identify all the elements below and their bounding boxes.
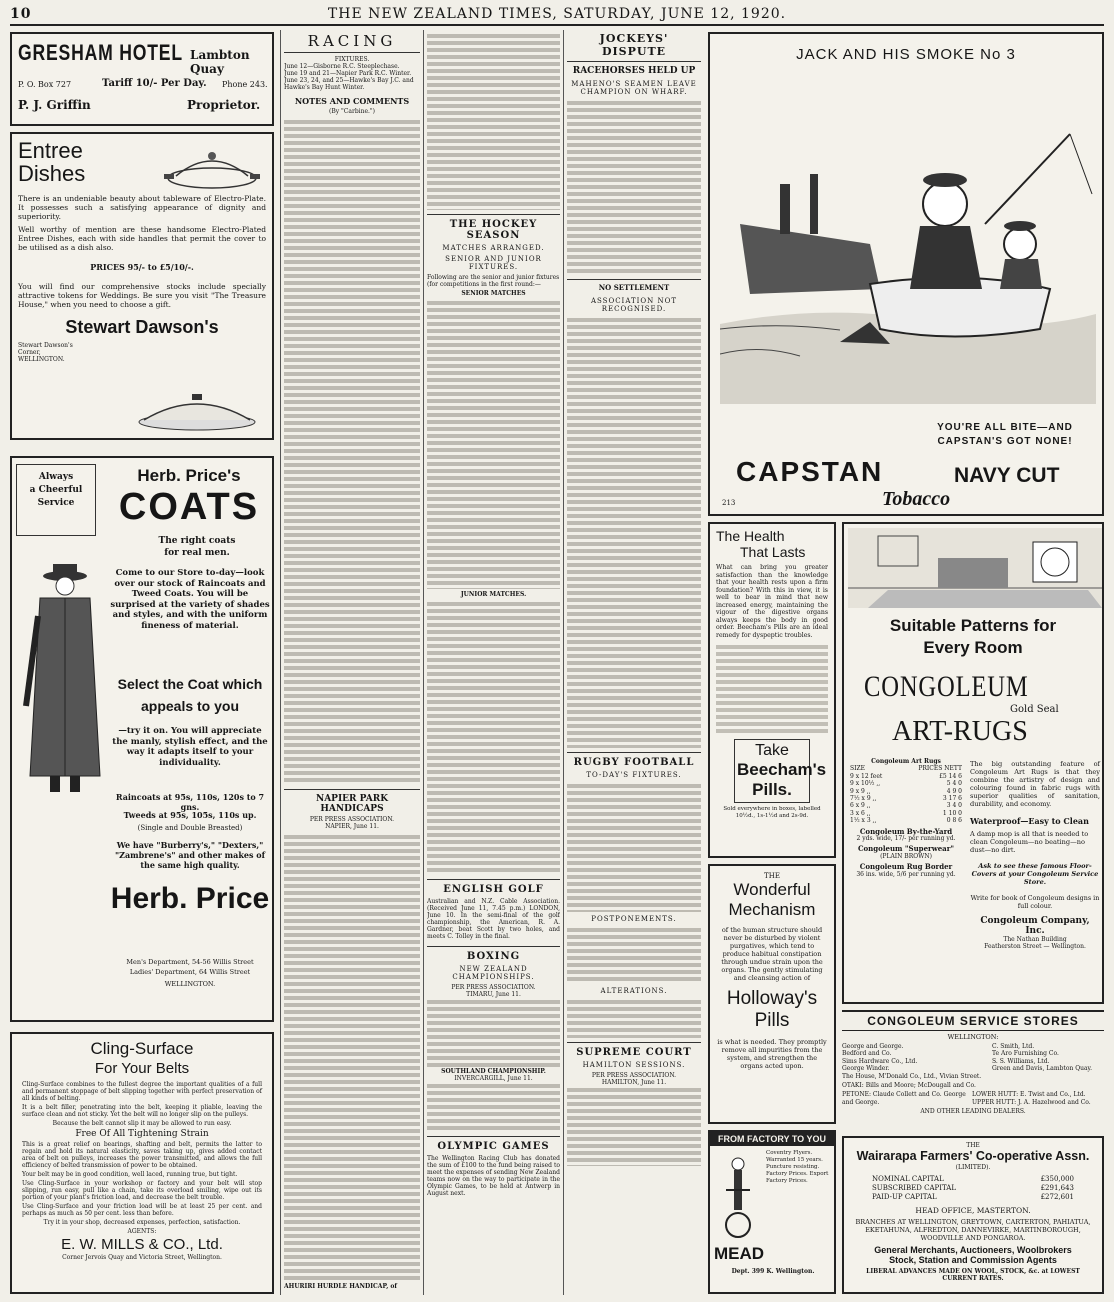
cling-title: Cling-Surface — [90, 1039, 194, 1058]
navy-cut: NAVY CUT — [954, 464, 1060, 487]
sports-column — [427, 32, 560, 1294]
cling-paragraph: Use Cling-Surface and your friction load will be at least 25 per cent. and perhaps as much as 50 per cent. less than before. — [22, 1203, 262, 1217]
racing-heading: RACING — [284, 32, 420, 53]
store: Green and Davis, Lambton Quay. — [992, 1065, 1093, 1073]
by-the-yard: Congoleum By-the-Yard — [859, 826, 953, 836]
entree-dishes-ad — [10, 132, 274, 440]
store: George Winder. — [842, 1065, 890, 1073]
cling-surface-ad — [10, 1032, 274, 1294]
store: George and George. — [842, 1043, 904, 1050]
herb-price-name: Herb. Price — [110, 882, 270, 915]
cling-paragraph: Cling-Surface combines to the fullest degree the important qualities of a full and permanent stoppage of belt slipping together with perfect preservation of all kinds of belting. — [22, 1081, 262, 1102]
dateline: TIMARU, June 11. — [466, 991, 521, 998]
capital-label: NOMINAL CAPITAL — [872, 1175, 944, 1183]
golf-heading: ENGLISH GOLF — [427, 879, 560, 895]
agents-label: AGENTS: — [127, 1228, 157, 1235]
congoleum-company: Congoleum Company, Inc. — [980, 916, 1090, 936]
senior-label: SENIOR MATCHES — [461, 290, 526, 297]
price-header: PRICES NETT — [918, 765, 962, 773]
tobacco: Tobacco — [882, 488, 951, 510]
hotel-location: Lambton Quay — [190, 48, 250, 76]
damp-text: A damp mop is all that is needed to clean Congoleum—no beating—no dust—no dirt. — [970, 830, 1089, 854]
mead-bicycles-ad — [708, 1130, 836, 1294]
dept: Ladies' Department, 64 Willis Street — [129, 968, 251, 976]
beecham-title: The Health — [716, 528, 785, 544]
maheno-sub: MAHENO'S SEAMEN LEAVE CHAMPION ON WHARF. — [571, 80, 697, 96]
store: The House, M'Donald Co., Ltd., Vivian Street. — [842, 1072, 982, 1080]
branches: BRANCHES AT WELLINGTON, GREYTOWN, CARTERTON, PAHIATUA, EKETAHUNA, ALFREDTON, DANNEVIRKE, MARTINBOROUGH, WOODVILLE AND PONGAROA. — [855, 1218, 1091, 1242]
plain-brown: (PLAIN BROWN) — [880, 852, 932, 860]
congoleum-copy — [970, 760, 1100, 950]
proprietor-role: Proprietor. — [187, 98, 261, 112]
stores-city: WELLINGTON: — [947, 1033, 999, 1041]
invite-text: Come to our Store to-day—look over our stock of Raincoats and Tweed Coats. You will be surprised at the variety of shades and styles, and with the uniform fineness of material. — [110, 568, 270, 631]
cartoon-caption: YOU'RE ALL BITE—AND — [937, 422, 1073, 433]
court-heading: SUPREME COURT — [567, 1042, 701, 1058]
press-assoc: PER PRESS ASSOCIATION. — [451, 984, 536, 991]
rug-price: 3 4 0 — [946, 802, 962, 810]
rug-size: 9 x 10½ ,, — [850, 780, 881, 788]
holloways-ad — [708, 864, 836, 1124]
herb-price-header: Herb. Price's — [137, 466, 241, 485]
head-office: HEAD OFFICE, MASTERTON. — [915, 1206, 1031, 1215]
mead-dept: Dept. 399 K. Wellington. — [731, 1268, 815, 1275]
rug-size: 9 x 12 feet — [850, 772, 883, 780]
general-merchants: General Merchants, Auctioneers, Woolbrokers — [874, 1245, 1072, 1255]
beecham-pills: Pills. — [752, 780, 792, 799]
yard-price: 2 yds. wide, 17/- per running yd. — [856, 835, 956, 843]
rug-price: 5 4 0 — [946, 780, 962, 788]
art-rugs: ART-RUGS — [892, 716, 1028, 747]
tweed-prices: Tweeds at 95s, 105s, 110s up. — [123, 810, 257, 820]
olympic-text: The Wellington Racing Club has donated the sum of £100 to the fund being raised to meet the expenses of sending New Zealand teams now on the way to participate in the Olympic Games, to be held at Antwerp in August next. — [427, 1155, 560, 1197]
boxing-text — [427, 998, 560, 1068]
mills-address: Corner Jervois Quay and Victoria Street, Wellington. — [62, 1254, 222, 1261]
dept: Men's Department, 54-56 Willis Street — [126, 958, 254, 966]
alterations-text — [567, 998, 701, 1038]
feature-text: The big outstanding feature of Congoleum Art Rugs is that they combine the artistry of design and colouring found in fabric rugs with superior qualities of sanitation, durability, and economy. — [970, 760, 1100, 808]
junior-fixtures — [427, 600, 560, 875]
boxing-heading: BOXING — [427, 946, 560, 962]
congoleum-head: Every Room — [923, 638, 1023, 657]
beecham-text: What can bring you greater satisfaction than the knowledge that your health rests upon a firm foundation? With this in view, it is well to bear in mind that new increased energy, maintaining the vigour of the digestive organs always keeps the body in good order. Beecham's Pills are an ideal remedy for dyspeptic troubles. — [716, 564, 828, 639]
press-assoc: PER PRESS ASSOCIATION. — [309, 816, 395, 823]
other-dealers: AND OTHER LEADING DEALERS. — [920, 1108, 1026, 1116]
news-column — [567, 32, 701, 1294]
cling-paragraph: Your belt may be in good condition, well laced, running true, but tight. — [22, 1171, 238, 1178]
border-price: 36 ins. wide, 5/6 per running yd. — [856, 870, 956, 878]
room-illustration — [848, 528, 1102, 608]
right-coats: for real men. — [164, 548, 230, 558]
court-text — [567, 1086, 701, 1166]
building: The Nathan Building — [1003, 936, 1067, 943]
holloway-tail: is what is needed. They promptly remove all impurities from the system, and strengthen the organs acted upon. — [717, 1038, 827, 1070]
store: Te Aro Furnishing Co. — [992, 1050, 1059, 1058]
rug-table-title: Congoleum Art Rugs — [871, 758, 941, 765]
senior-fixtures — [427, 299, 560, 589]
wairarapa-farmers-ad — [842, 1136, 1104, 1294]
ask-text: Ask to see these famous Floor-Covers at your Congoleum Service Store. — [971, 862, 1099, 886]
write-text: Write for book of Congoleum designs in full colour. — [970, 894, 1100, 910]
junior-label: JUNIOR MATCHES. — [460, 591, 527, 598]
cartoon-caption: CAPSTAN'S GOT NONE! — [937, 436, 1073, 447]
dateline: HAMILTON, June 11. — [601, 1079, 667, 1086]
fixture: June 19 and 21—Napier Park R.C. Winter. — [284, 70, 412, 77]
raincoat-prices: Raincoats at 95s, 110s, 120s to 7 gns. — [115, 792, 265, 812]
rug-price: 3 17 6 — [942, 795, 962, 803]
settlement-text — [567, 316, 701, 748]
entree-prices: PRICES 95/- to £5/10/-. — [90, 262, 194, 272]
select-coat: appeals to you — [140, 698, 240, 714]
dateline: NAPIER, June 11. — [325, 823, 379, 830]
alterations: ALTERATIONS. — [600, 987, 668, 995]
right-coats: The right coats — [158, 536, 236, 546]
column-rule — [423, 30, 424, 1295]
fixtures-label: FIXTURES. — [334, 56, 370, 63]
stock-agents: Stock, Station and Commission Agents — [889, 1255, 1057, 1265]
cling-paragraph: Use Cling-Surface in your workshop or factory and your belt will stop slipping, run easy, pull like a chain, take its overload smiling, wipe out its portion of your plant's friction load, and decrease the belt trouble. — [22, 1180, 262, 1201]
holloway-title: Mechanism — [728, 900, 816, 919]
hockey-intro: Following are the senior and junior fixtures (for competitions in the first round:— — [427, 274, 560, 288]
southland-text — [427, 1082, 560, 1132]
city: WELLINGTON. — [164, 980, 216, 988]
entree-title-2: Dishes — [18, 161, 86, 186]
congoleum-head: Suitable Patterns for — [889, 616, 1057, 635]
racehorses-sub: RACEHORSES HELD UP — [572, 66, 696, 76]
rugby-heading: RUGBY FOOTBALL — [567, 752, 701, 768]
size-header: SIZE — [850, 765, 866, 773]
jockeys-text — [567, 99, 701, 274]
tweed-note: (Single and Double Breasted) — [137, 824, 243, 832]
po-box: P. O. Box 727 — [18, 80, 72, 89]
congoleum-brand: CONGOLEUM — [864, 670, 1029, 703]
take-label: Take — [755, 742, 789, 759]
wairarapa-name: Wairarapa Farmers' Co-operative Assn. — [856, 1149, 1090, 1163]
try-text: —try it on. You will appreciate the manly, stylish effect, and the way it adapts itself to your individuality. — [112, 726, 268, 768]
assoc-not: ASSOCIATION NOT RECOGNISED. — [590, 297, 678, 313]
hamilton-sessions: HAMILTON SESSIONS. — [582, 1061, 686, 1069]
tagline: Service — [37, 498, 75, 508]
otaki-stores: OTAKI: Bills and Moore; McDougall and Co. — [842, 1082, 976, 1090]
entree-dish-illustration — [162, 144, 262, 192]
boxing-sub: NEW ZEALAND CHAMPIONSHIPS. — [452, 965, 535, 981]
southland-heading: SOUTHLAND CHAMPIONSHIP. — [441, 1068, 546, 1075]
rugby-fixtures: TO-DAY'S FIXTURES. — [586, 771, 682, 779]
cling-paragraph: This is a great relief on bearings, shafting and belt, permits the latter to regain and hold its natural elasticity, saves taking up, gives added contact area of belt on pulleys, increases the power transmitted, and allows the full efficiency of belted transmission of power to be obtained. — [22, 1141, 262, 1169]
dish-illustration — [132, 392, 262, 432]
hotel-name: GRESHAM HOTEL — [18, 40, 183, 65]
superwear: Congoleum "Superwear" — [857, 844, 955, 854]
holloway-title: Wonderful — [733, 880, 811, 899]
cartoon-illustration — [720, 74, 1096, 404]
postponements: POSTPONEMENTS. — [591, 915, 677, 923]
racing-column — [284, 32, 420, 1294]
napier-heading: NAPIER PARK HANDICAPS — [284, 789, 420, 814]
beecham-brand: Beecham's — [737, 760, 827, 779]
select-coat: Select the Coat which — [117, 676, 263, 692]
rug-size: 1½ x 3 ,, — [850, 817, 877, 825]
gresham-hotel-ad — [10, 32, 274, 126]
brand-sub: Corner, — [18, 349, 41, 356]
notes-heading: NOTES AND COMMENTS — [294, 96, 410, 106]
store: C. Smith, Ltd. — [992, 1043, 1035, 1050]
congoleum-ad — [842, 522, 1104, 1004]
ahuriri-hurdle: AHURIRI HURDLE HANDICAP, of — [284, 1283, 397, 1290]
hockey-sub: SENIOR AND JUNIOR FIXTURES. — [445, 255, 542, 271]
rug-price: 1 10 0 — [942, 809, 962, 817]
rug-border: Congoleum Rug Border — [859, 862, 953, 872]
hutt-stores: LOWER HUTT: E. Twist and Co., Ltd. UPPER HUTT: J. A. Hazelwood and Co. — [972, 1091, 1091, 1106]
brand-sub: Stewart Dawson's — [18, 342, 73, 349]
petone-stores: PETONE: Claude Collett and Co. George and George. — [842, 1091, 966, 1106]
beecham-sold: Sold everywhere in boxes, labelled 10½d., 1s-1½d and 2s-9d. — [723, 806, 821, 819]
factory-banner: FROM FACTORY TO YOU — [710, 1132, 834, 1146]
capstan-tobacco-ad — [708, 32, 1104, 516]
rug-size: 9 x 9 ,, — [850, 787, 871, 795]
rug-size: 3 x 6 ,, — [850, 809, 871, 817]
store: Sims Hardware Co., Ltd. — [842, 1057, 918, 1065]
rug-size: 7½ x 9 ,, — [850, 795, 877, 803]
holloway-the: THE — [764, 872, 780, 880]
service-stores — [842, 1010, 1104, 1132]
mead-text: Coventry Flyers. Warranted 15 years. Puncture resisting. Factory Prices. Export Factory Prices. — [766, 1150, 829, 1184]
tagline: a Cheerful — [29, 485, 83, 495]
entree-paragraph: Well worthy of mention are these handsome Electro-Plated Entree Dishes, each with side handles that permit the cover to be utilised as a dish also. — [18, 225, 266, 252]
cartoon-title: JACK AND HIS SMOKE No 3 — [796, 46, 1016, 63]
gold-seal: Gold Seal — [1010, 704, 1059, 715]
newspaper-title: THE NEW ZEALAND TIMES, SATURDAY, JUNE 12, 1920. — [327, 6, 787, 22]
liberal-advances: LIBERAL ADVANCES MADE ON WOOL, STOCK, &c. at LOWEST CURRENT RATES. — [866, 1268, 1080, 1282]
holloway-text: of the human structure should never be disturbed by violent purgatives, which tend to produce habitual constipation through undue strain upon the organs. The gently stimulating and cleansing action of — [721, 926, 823, 982]
masthead — [10, 6, 1104, 26]
makers-text: We have "Burberry's," "Dexters," "Zambrene's" and other makes of the same high quality. — [114, 840, 266, 870]
cling-paragraph: It is a belt filler, penetrating into the belt, keeping it pliable, leaving the surface clean and not sticky. Yet the belt will no longer slip on the pulleys. — [22, 1104, 262, 1118]
free-strain: Free Of All Tightening Strain — [75, 1129, 209, 1139]
stores-title: CONGOLEUM SERVICE STORES — [842, 1010, 1104, 1031]
stewart-dawson-logo: Stewart Dawson's — [65, 317, 219, 337]
postponement-text — [567, 926, 701, 984]
entree-paragraph: You will find our comprehensive stocks include specially attractive tokens for Weddings. Be sure you visit "The Treasure House," when you need to choose a gift. — [18, 282, 266, 309]
dateline: INVERCARGILL, June 11. — [454, 1075, 533, 1082]
cartoon-number: 213 — [722, 499, 736, 507]
racing-notes-text — [284, 118, 420, 783]
entree-paragraph: There is an undeniable beauty about tableware of Electro-Plate. It possesses such a satisfying appearance of dignity and superiority. — [18, 194, 266, 221]
mead-brand: MEAD — [714, 1244, 765, 1263]
rug-price: 4 9 0 — [946, 787, 962, 795]
store: Bedford and Co. — [842, 1050, 892, 1058]
rugby-text — [567, 782, 701, 912]
tariff: Tariff 10/- Per Day. — [102, 78, 207, 89]
golf-text: Australian and N.Z. Cable Association. (Received June 11, 7.45 p.m.) LONDON, June 10. In the semi-final of the golf championship, the American, R. A. Gardner, beat Scott by two holes, and meets C. Tolley in the final. — [427, 898, 560, 940]
capstan-brand: CAPSTAN — [736, 456, 884, 487]
rug-price-table — [850, 758, 962, 878]
herb-price-coats-ad — [10, 456, 274, 1022]
entree-title: Entree — [18, 138, 83, 163]
bicycle-illustration — [712, 1150, 764, 1240]
proprietor-name: P. J. Griffin — [18, 98, 91, 112]
wairarapa-the: THE — [966, 1142, 980, 1149]
coats-heading: COATS — [118, 486, 260, 528]
beechams-ad — [708, 522, 836, 858]
brand-sub: WELLINGTON. — [18, 356, 65, 363]
rug-size: 6 x 9 ,, — [850, 802, 871, 810]
no-settlement: NO SETTLEMENT — [567, 279, 701, 292]
capital-value: £291,643 — [1040, 1184, 1074, 1192]
capital-label: PAID-UP CAPITAL — [872, 1193, 937, 1201]
capital-label: SUBSCRIBED CAPITAL — [872, 1184, 956, 1192]
holloway-pills: Pills — [754, 1010, 790, 1031]
capital-value: £272,601 — [1040, 1193, 1074, 1201]
waterproof: Waterproof—Easy to Clean — [970, 816, 1089, 826]
store: S. S. Williams, Ltd. — [992, 1057, 1050, 1065]
fixture: June 23, 24, and 25—Hawke's Bay J.C. and Hawke's Bay Hunt Winter. — [284, 77, 414, 91]
man-in-coat-illustration — [20, 556, 110, 796]
phone: Phone 243. — [222, 80, 268, 89]
beecham-more-text — [716, 643, 828, 733]
wairarapa-ltd: (LIMITED). — [955, 1164, 991, 1171]
rug-price: 0 8 6 — [946, 817, 962, 825]
racing-continued-text — [427, 32, 560, 210]
mills-company: E. W. MILLS & CO., Ltd. — [61, 1236, 223, 1253]
napier-text — [284, 833, 420, 1283]
press-assoc: PER PRESS ASSOCIATION. — [591, 1072, 677, 1079]
beecham-title: That Lasts — [740, 544, 806, 560]
cling-paragraph: Because the belt cannot slip it may be allowed to run easy. — [52, 1120, 232, 1127]
fixture: June 12—Gisborne R.C. Steeplechase. — [284, 63, 400, 70]
street: Featherston Street — Wellington. — [984, 943, 1086, 950]
jockeys-heading: JOCKEYS' DISPUTE — [567, 32, 701, 62]
hockey-heading: THE HOCKEY SEASON — [427, 214, 560, 241]
capital-value: £350,000 — [1040, 1175, 1074, 1183]
byline: (By "Carbine.") — [328, 108, 376, 115]
hockey-sub: MATCHES ARRANGED. — [442, 244, 545, 252]
cling-subtitle: For Your Belts — [94, 1060, 190, 1077]
column-rule — [563, 30, 564, 1295]
holloway-brand: Holloway's — [726, 988, 818, 1009]
cling-paragraph: Try it in your shop, decreased expenses, perfection, satisfaction. — [43, 1219, 241, 1226]
column-rule — [280, 30, 281, 1295]
page-number: 10 — [10, 6, 32, 22]
rug-price: £5 14 6 — [939, 772, 962, 780]
tagline: Always — [38, 472, 74, 482]
olympic-heading: OLYMPIC GAMES — [427, 1136, 560, 1152]
